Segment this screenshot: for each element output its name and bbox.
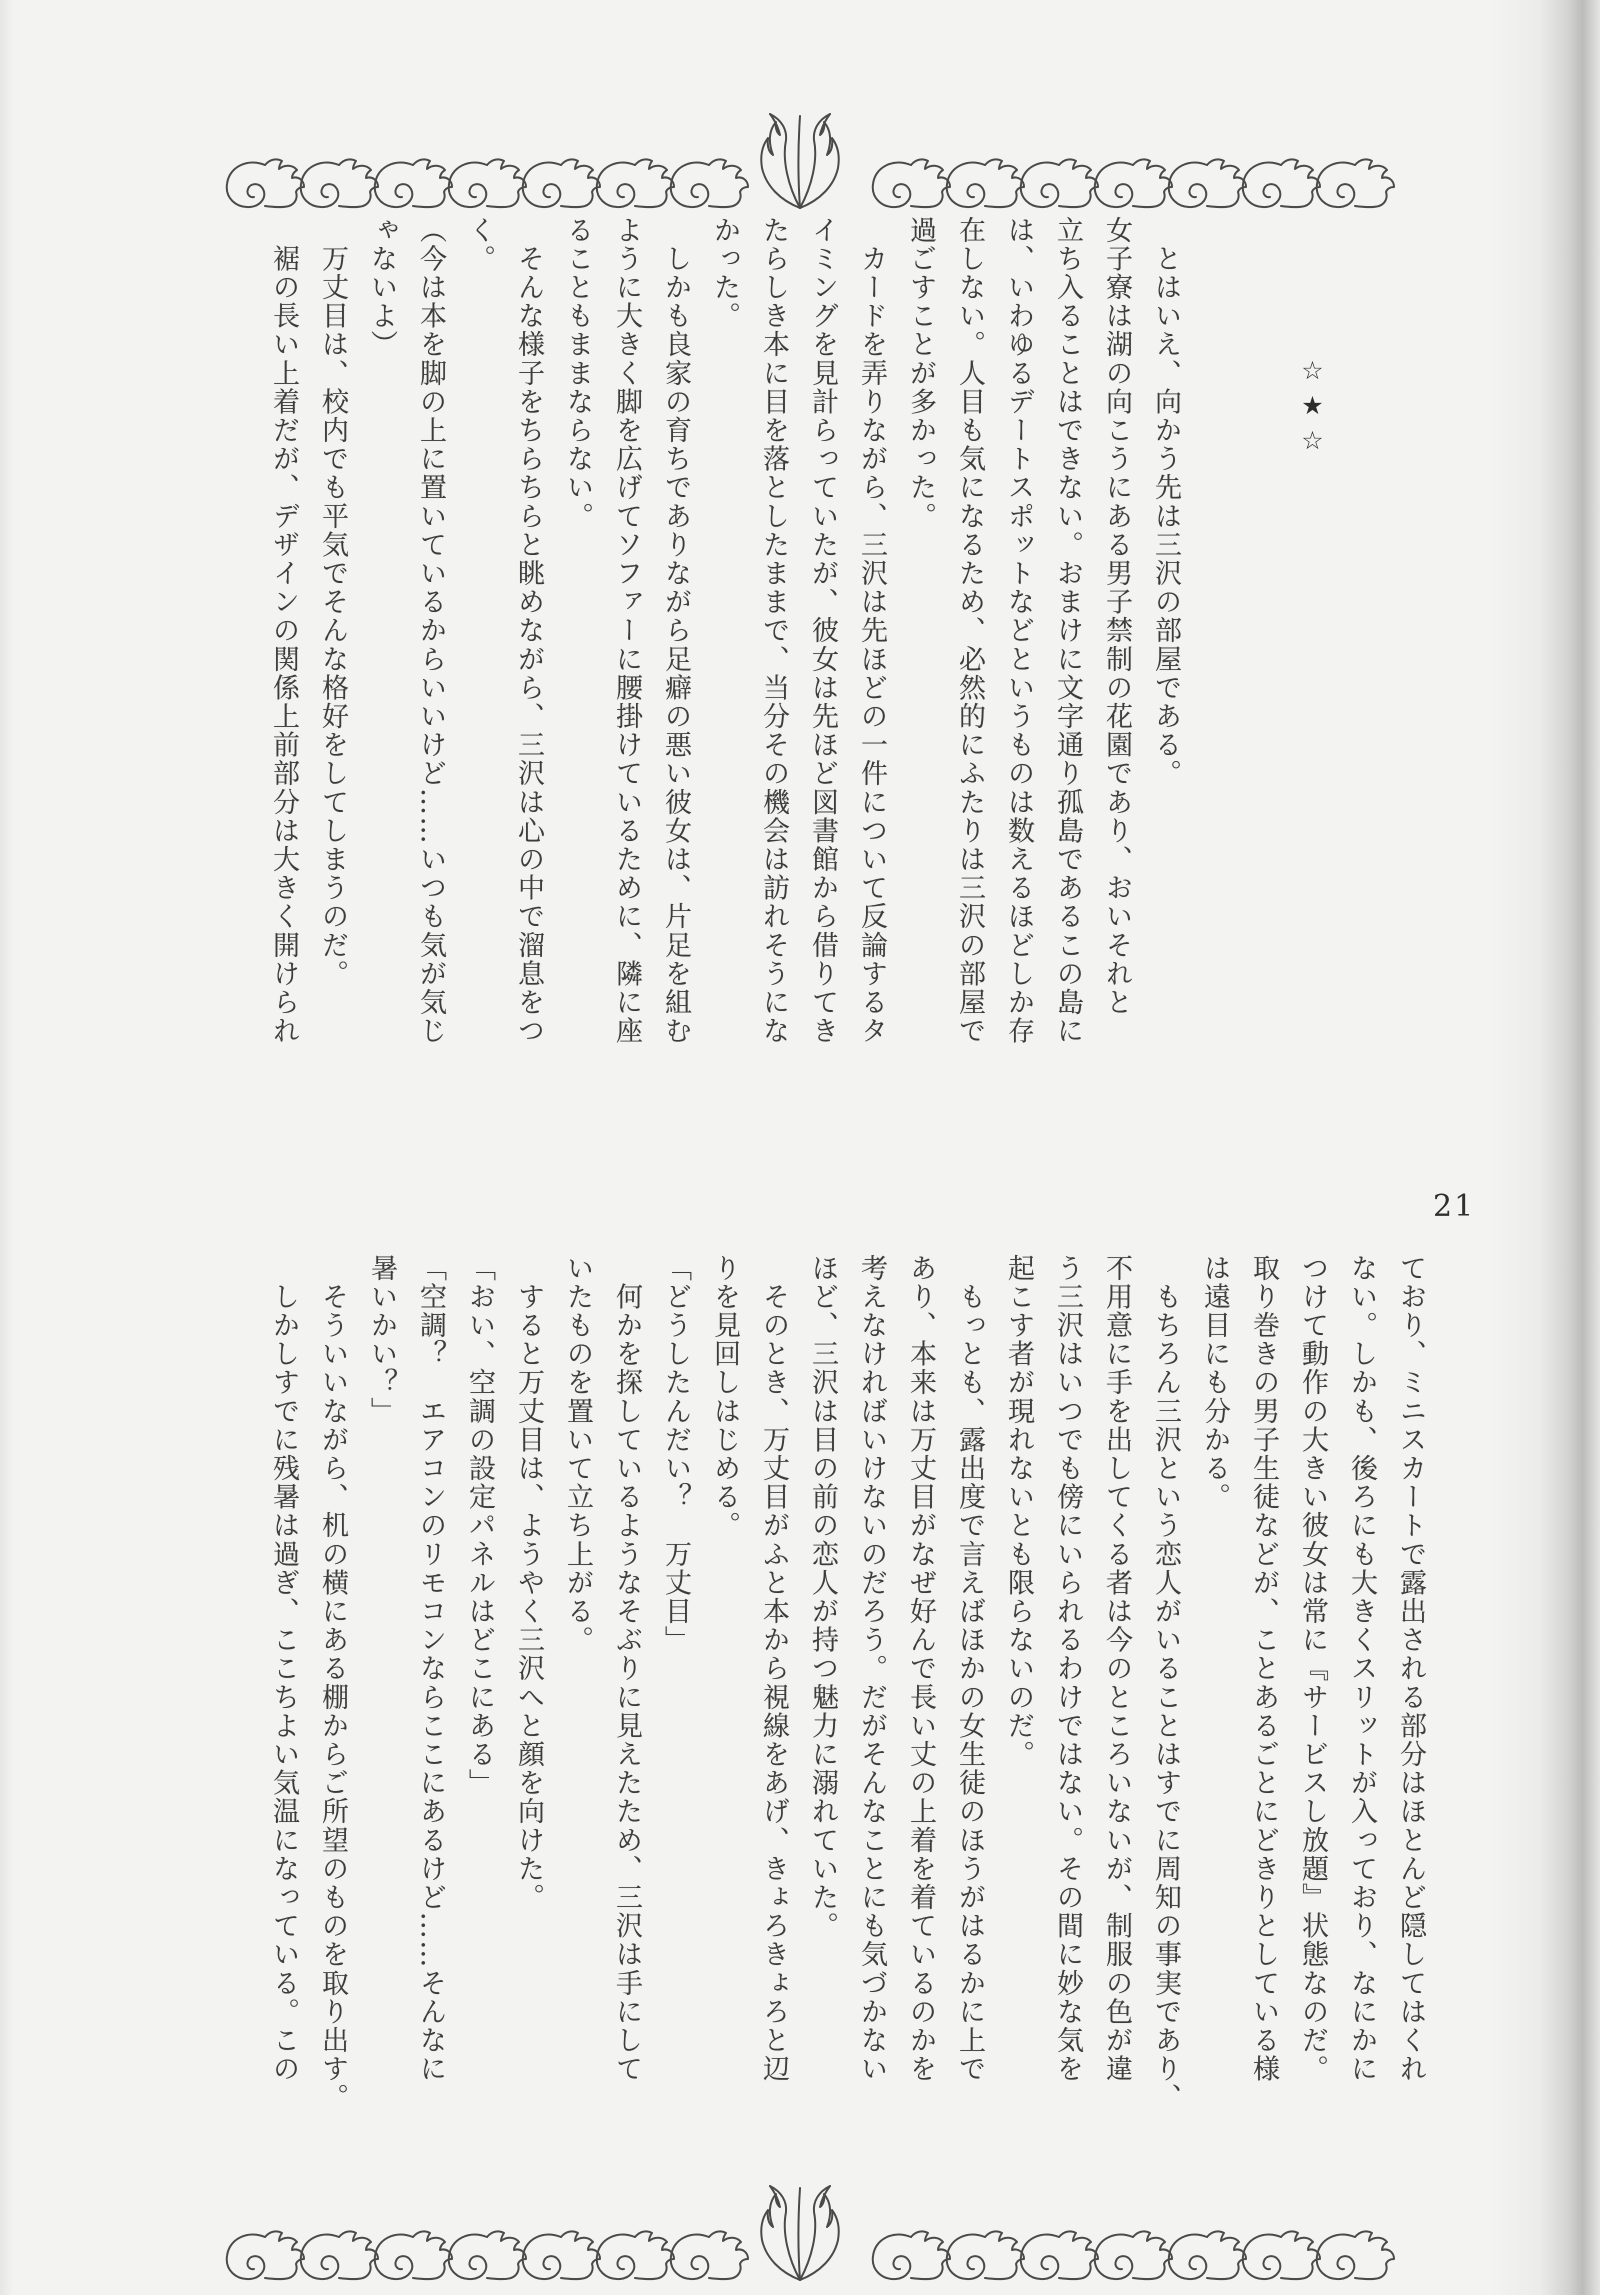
text-column: 不用意に手を出してくる者は今のところいないが、制服の色が違 bbox=[1101, 1254, 1132, 2084]
text-column: そういいながら、机の横にある棚からご所望のものを取り出す。 bbox=[317, 1254, 348, 2112]
text-column: ゃないよ） bbox=[366, 216, 397, 359]
text-column: カードを弄りながら、三沢は先ほどの一件について反論するタ bbox=[856, 216, 887, 1046]
text-column: とはいえ、向かう先は三沢の部屋である。 bbox=[1150, 216, 1181, 788]
text-column: 暑いかい？」 bbox=[366, 1254, 397, 1426]
cloud-scroll-icon bbox=[449, 159, 526, 207]
cloud-scroll-icon bbox=[523, 2231, 600, 2279]
text-column: いたものを置いて立ち上がる。 bbox=[562, 1254, 593, 1655]
page-number: 21 bbox=[1433, 1189, 1476, 1224]
text-column: 万丈目は、校内でも平気でそんな格好をしてしまうのだ。 bbox=[317, 216, 348, 989]
text-column: しかしすでに残暑は過ぎ、ここちよい気温になっている。この bbox=[268, 1254, 299, 2084]
cloud-scroll-icon bbox=[301, 159, 378, 207]
text-column: もちろん三沢という恋人がいることはすでに周知の事実であり、 bbox=[1150, 1254, 1181, 2112]
cloud-scroll-icon bbox=[1243, 2231, 1320, 2279]
cloud-scroll-icon bbox=[301, 2231, 378, 2279]
cloud-scroll-icon bbox=[1095, 2231, 1172, 2279]
cloud-scroll-icon bbox=[1169, 2231, 1246, 2279]
cloud-scroll-icon bbox=[449, 2231, 526, 2279]
section-divider-stars: ☆★☆ bbox=[1298, 356, 1327, 461]
cloud-scroll-icon bbox=[671, 2231, 748, 2279]
cloud-scroll-icon bbox=[1243, 159, 1320, 207]
text-column: ない。しかも、後ろにも大きくスリットが入っており、なにかに bbox=[1346, 1254, 1377, 2084]
text-column: かった。 bbox=[709, 216, 740, 331]
text-column: そのとき、万丈目がふと本から視線をあげ、きょろきょろと辺 bbox=[758, 1254, 789, 2084]
cloud-scroll-icon bbox=[947, 2231, 1024, 2279]
cloud-scroll-icon bbox=[671, 159, 748, 207]
cloud-scroll-icon bbox=[227, 2231, 304, 2279]
text-column: 「おい、空調の設定パネルはどこにある」 bbox=[464, 1254, 495, 1798]
text-column: たらしき本に目を落としたままで、当分その機会は訪れそうにな bbox=[758, 216, 789, 1046]
ornament-border-bottom bbox=[203, 2168, 1397, 2288]
cloud-scroll-icon bbox=[947, 159, 1024, 207]
text-column: しかも良家の育ちでありながら足癖の悪い彼女は、片足を組む bbox=[660, 216, 691, 1046]
cloud-scroll-icon bbox=[1317, 159, 1394, 207]
text-column: ように大きく脚を広げてソファーに腰掛けているために、隣に座 bbox=[611, 216, 642, 1046]
text-column: 何かを探しているようなそぶりに見えたため、三沢は手にして bbox=[611, 1254, 642, 2084]
text-column: 「空調？ エアコンのリモコンならここにあるけど……そんなに bbox=[415, 1254, 446, 2084]
text-column: は、いわゆるデートスポットなどというものは数えるほどしか存 bbox=[1003, 216, 1034, 1046]
text-column: 立ち入ることはできない。おまけに文字通り孤島であるこの島に bbox=[1052, 216, 1083, 1046]
text-column: りを見回しはじめる。 bbox=[709, 1254, 740, 1540]
cloud-scroll-icon bbox=[1095, 159, 1172, 207]
text-column: 裾の長い上着だが、デザインの関係上前部分は大きく開けられ bbox=[268, 216, 299, 1046]
cloud-scroll-icon bbox=[597, 2231, 674, 2279]
text-column: すると万丈目は、ようやく三沢へと顔を向けた。 bbox=[513, 1254, 544, 1912]
text-column: ほど、三沢は目の前の恋人が持つ魅力に溺れていた。 bbox=[807, 1254, 838, 1941]
text-column: あり、本来は万丈目がなぜ好んで長い丈の上着を着ているのかを bbox=[905, 1254, 936, 2084]
palmette-icon bbox=[761, 2186, 839, 2280]
text-column: ることもままならない。 bbox=[562, 216, 593, 531]
text-column: 考えなければいけないのだろう。だがそんなことにも気づかない bbox=[856, 1254, 887, 2084]
text-column: もっとも、露出度で言えばほかの女生徒のほうがはるかに上で bbox=[954, 1254, 985, 2084]
text-column: ており、ミニスカートで露出される部分はほとんど隠してはくれ bbox=[1395, 1254, 1426, 2084]
text-column: つけて動作の大きい彼女は常に『サービスし放題』状態なのだ。 bbox=[1297, 1254, 1328, 2084]
page-left-edge-shade bbox=[0, 0, 14, 2295]
text-column: く。 bbox=[464, 216, 495, 274]
text-column: イミングを見計らっていたが、彼女は先ほど図書館から借りてき bbox=[807, 216, 838, 1046]
cloud-scroll-icon bbox=[1317, 2231, 1394, 2279]
text-column: そんな様子をちらちらと眺めながら、三沢は心の中で溜息をつ bbox=[513, 216, 544, 1046]
cloud-scroll-icon bbox=[1169, 159, 1246, 207]
text-column: 起こす者が現れないとも限らないのだ。 bbox=[1003, 1254, 1034, 1769]
text-column: 過ごすことが多かった。 bbox=[905, 216, 936, 531]
text-column: 「どうしたんだい？ 万丈目」 bbox=[660, 1254, 691, 1655]
cloud-scroll-icon bbox=[1021, 159, 1098, 207]
text-column: う三沢はいつでも傍にいられるわけではない。その間に妙な気を bbox=[1052, 1254, 1083, 2084]
palmette-icon bbox=[761, 114, 839, 208]
ornament-border-top bbox=[203, 96, 1397, 216]
text-column: （今は本を脚の上に置いているからいいけど……いつも気が気じ bbox=[415, 216, 446, 1046]
cloud-scroll-icon bbox=[873, 2231, 950, 2279]
cloud-scroll-icon bbox=[227, 159, 304, 207]
cloud-scroll-icon bbox=[375, 2231, 452, 2279]
text-column: は遠目にも分かる。 bbox=[1199, 1254, 1230, 1512]
cloud-scroll-icon bbox=[1021, 2231, 1098, 2279]
cloud-scroll-icon bbox=[523, 159, 600, 207]
book-gutter-shadow bbox=[1490, 0, 1600, 2295]
lower-text-block bbox=[259, 1254, 1435, 2112]
cloud-scroll-icon bbox=[375, 159, 452, 207]
text-column: 取り巻きの男子生徒などが、ことあるごとにどきりとしている様 bbox=[1248, 1254, 1279, 2084]
text-column: 在しない。人目も気になるため、必然的にふたりは三沢の部屋で bbox=[954, 216, 985, 1046]
upper-text-block bbox=[259, 216, 1435, 1056]
cloud-scroll-icon bbox=[597, 159, 674, 207]
text-column: 女子寮は湖の向こうにある男子禁制の花園であり、おいそれと bbox=[1101, 216, 1132, 1017]
cloud-scroll-icon bbox=[873, 159, 950, 207]
